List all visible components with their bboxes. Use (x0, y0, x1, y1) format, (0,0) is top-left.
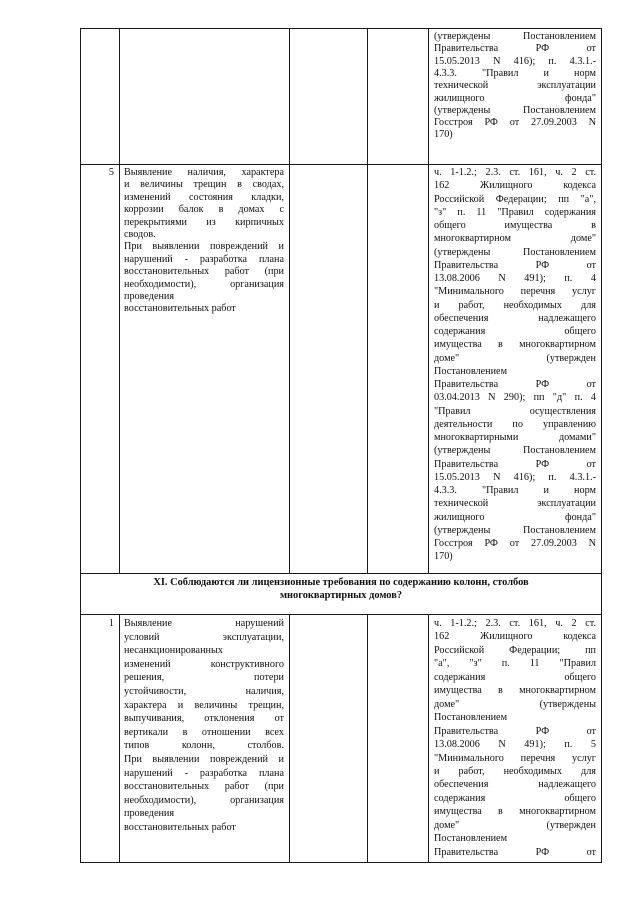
cell-text-line: нарушений - разработка плана (124, 767, 284, 779)
cell-text-line: 15.05.2013 N 416); п. 4.3.1.- (434, 471, 596, 483)
cell-text-line: многоквартирном доме" (434, 233, 596, 245)
cell-text-line: необходимости), организация (124, 794, 284, 806)
cell-text-line: 162 Жилищного кодекса (434, 180, 596, 192)
cell-text-line: проведения (124, 291, 175, 302)
column-divider (119, 614, 120, 862)
cell-text-line: проведения (124, 808, 175, 820)
cell-text-line: Правительства РФ от (434, 846, 596, 858)
cell-text-line: Правительства РФ от (434, 379, 596, 390)
cell-text-line: деятельности по управлению (434, 418, 596, 430)
column-divider (289, 28, 290, 573)
cell-text-line: содержания общего (434, 792, 596, 804)
cell-text-line: вертикали в отношении всех (124, 726, 284, 738)
cell-text-line: Российской Федерации; пп (434, 644, 596, 656)
row-divider (80, 614, 602, 615)
cell-text-line: решения, потери (124, 672, 284, 684)
cell-text-line: изменений состояния кладки, (124, 191, 284, 203)
cell-text-line: доме" (утвержден (434, 352, 596, 364)
cell-text-line: доме" (утверждены (434, 698, 596, 710)
column-divider (367, 28, 368, 573)
cell-text-line: перекрытиями из кирпичных (124, 216, 284, 228)
cell-text-line: "Минимального перечня услуг (434, 752, 596, 764)
cell-text-line: жилищного фонда" (434, 511, 596, 523)
cell-text-line: содержания общего (434, 326, 596, 337)
cell-text-line: условий эксплуатации, (124, 631, 284, 643)
cell-text-line: 170) (434, 551, 453, 563)
cell-text-line: Постановлением (434, 833, 508, 845)
cell-text-line: восстановительных работ (124, 303, 236, 315)
cell-text-line: жилищного фонда" (434, 92, 596, 104)
cell-text-line: несанкционированных (124, 645, 223, 657)
cell-text-line: Российской Федерации; пп "а", (434, 193, 596, 205)
cell-text-line: технической эксплуатации (434, 80, 596, 92)
cell-text-line: Правительства РФ от (434, 43, 596, 55)
cell-text-line: 03.04.2013 N 290); пп "д" п. 4 (434, 392, 596, 404)
cell-text-line: Правительства РФ от (434, 458, 596, 470)
cell-text-line: выпучивания, отклонения от (124, 713, 284, 725)
cell-text-line: коррозии балок в домах с (124, 204, 284, 216)
cell-text-line: "Минимального перечня услуг (434, 286, 596, 298)
cell-text-line: Выявление наличия, характера (124, 167, 284, 178)
table-top-border (80, 28, 602, 29)
cell-text-line: 170) (434, 129, 453, 141)
cell-text-line: содержания общего (434, 671, 596, 683)
cell-text-line: 13.08.2006 N 491); п. 5 (434, 739, 596, 751)
column-divider (428, 614, 429, 862)
cell-text-line: "з" п. 11 "Правил содержания (434, 206, 596, 218)
cell-text-line: восстановительных работ (при (124, 266, 284, 278)
cell-text-line: 162 Жилищного кодекса (434, 631, 596, 643)
cell-text-line: Правительства РФ от (434, 259, 596, 271)
section-heading: многоквартирных домов? (279, 590, 403, 601)
cell-text-line: типов колонн, столбов. (124, 740, 284, 752)
cell-text-line: восстановительных работ (при (124, 781, 284, 793)
row-number: 1 (108, 618, 114, 629)
cell-text-line: Госстроя РФ от 27.09.2003 N (434, 117, 596, 129)
cell-text-line: доме" (утвержден (434, 819, 596, 831)
cell-text-line: "Правил осуществления (434, 405, 596, 417)
cell-text-line: При выявлении повреждений и (124, 754, 284, 765)
table-left-border (80, 28, 81, 862)
row-number: 5 (108, 167, 114, 178)
cell-text-line: устойчивости, наличия, (124, 686, 284, 697)
table-right-border (601, 28, 602, 862)
cell-text-line: 15.05.2013 N 416); п. 4.3.1.- (434, 55, 596, 67)
cell-text-line: технической эксплуатации (434, 498, 596, 510)
cell-text-line: Постановлением (434, 712, 508, 724)
column-divider (289, 614, 290, 862)
cell-text-line: многоквартирными домами" (434, 432, 596, 443)
cell-text-line: Госстроя РФ от 27.09.2003 N (434, 538, 596, 549)
cell-text-line: сводов. (124, 229, 156, 240)
column-divider (428, 28, 429, 573)
cell-text-line: обеспечения надлежащего (434, 312, 596, 324)
cell-text-line: имущества в многоквартирном (434, 685, 596, 697)
cell-text-line: имущества в многоквартирном (434, 339, 596, 351)
cell-text-line: нарушений - разработка плана (124, 253, 284, 265)
cell-text-line: Постановлением (434, 365, 508, 377)
cell-text-line: обеспечения надлежащего (434, 779, 596, 791)
column-divider (367, 614, 368, 862)
section-heading: XI. Соблюдаются ли лицензионные требования по содержанию колонн, столбов (153, 577, 529, 588)
row-divider (80, 164, 602, 165)
cell-text-line: общего имущества в (434, 220, 596, 231)
cell-text-line: (утверждены Постановлением (434, 445, 596, 457)
cell-text-line: (утверждены Постановлением (434, 104, 596, 116)
cell-text-line: необходимости), организация (124, 278, 284, 290)
cell-text-line: Правительства РФ от (434, 725, 596, 737)
cell-text-line: и величины трещин в сводах, (124, 179, 284, 191)
cell-text-line: характера и величины трещин, (124, 699, 284, 711)
cell-text-line: (утверждены Постановлением (434, 246, 596, 258)
cell-text-line: изменений конструктивного (124, 658, 284, 670)
cell-text-line: Выявление нарушений (124, 618, 284, 629)
cell-text-line: (утверждены Постановлением (434, 31, 596, 42)
column-divider (119, 28, 120, 573)
cell-text-line: ч. 1-1.2.; 2.3. ст. 161, ч. 2 ст. (434, 167, 596, 178)
cell-text-line: "а", "з" п. 11 "Правил (434, 658, 596, 670)
cell-text-line: и работ, необходимых для (434, 299, 596, 311)
cell-text-line: восстановительных работ (124, 822, 236, 833)
table-bottom-border (80, 862, 602, 863)
cell-text-line: 4.3.3. "Правил и норм (434, 67, 596, 79)
row-divider (80, 573, 602, 574)
cell-text-line: и работ, необходимых для (434, 765, 596, 777)
cell-text-line: При выявлении повреждений и (124, 241, 284, 253)
cell-text-line: (утверждены Постановлением (434, 524, 596, 536)
cell-text-line: имущества в многоквартирном (434, 806, 596, 818)
cell-text-line: 13.08.2006 N 491); п. 4 (434, 273, 596, 284)
cell-text-line: 4.3.3. "Правил и норм (434, 485, 596, 496)
cell-text-line: ч. 1-1.2.; 2.3. ст. 161, ч. 2 ст. (434, 618, 596, 629)
